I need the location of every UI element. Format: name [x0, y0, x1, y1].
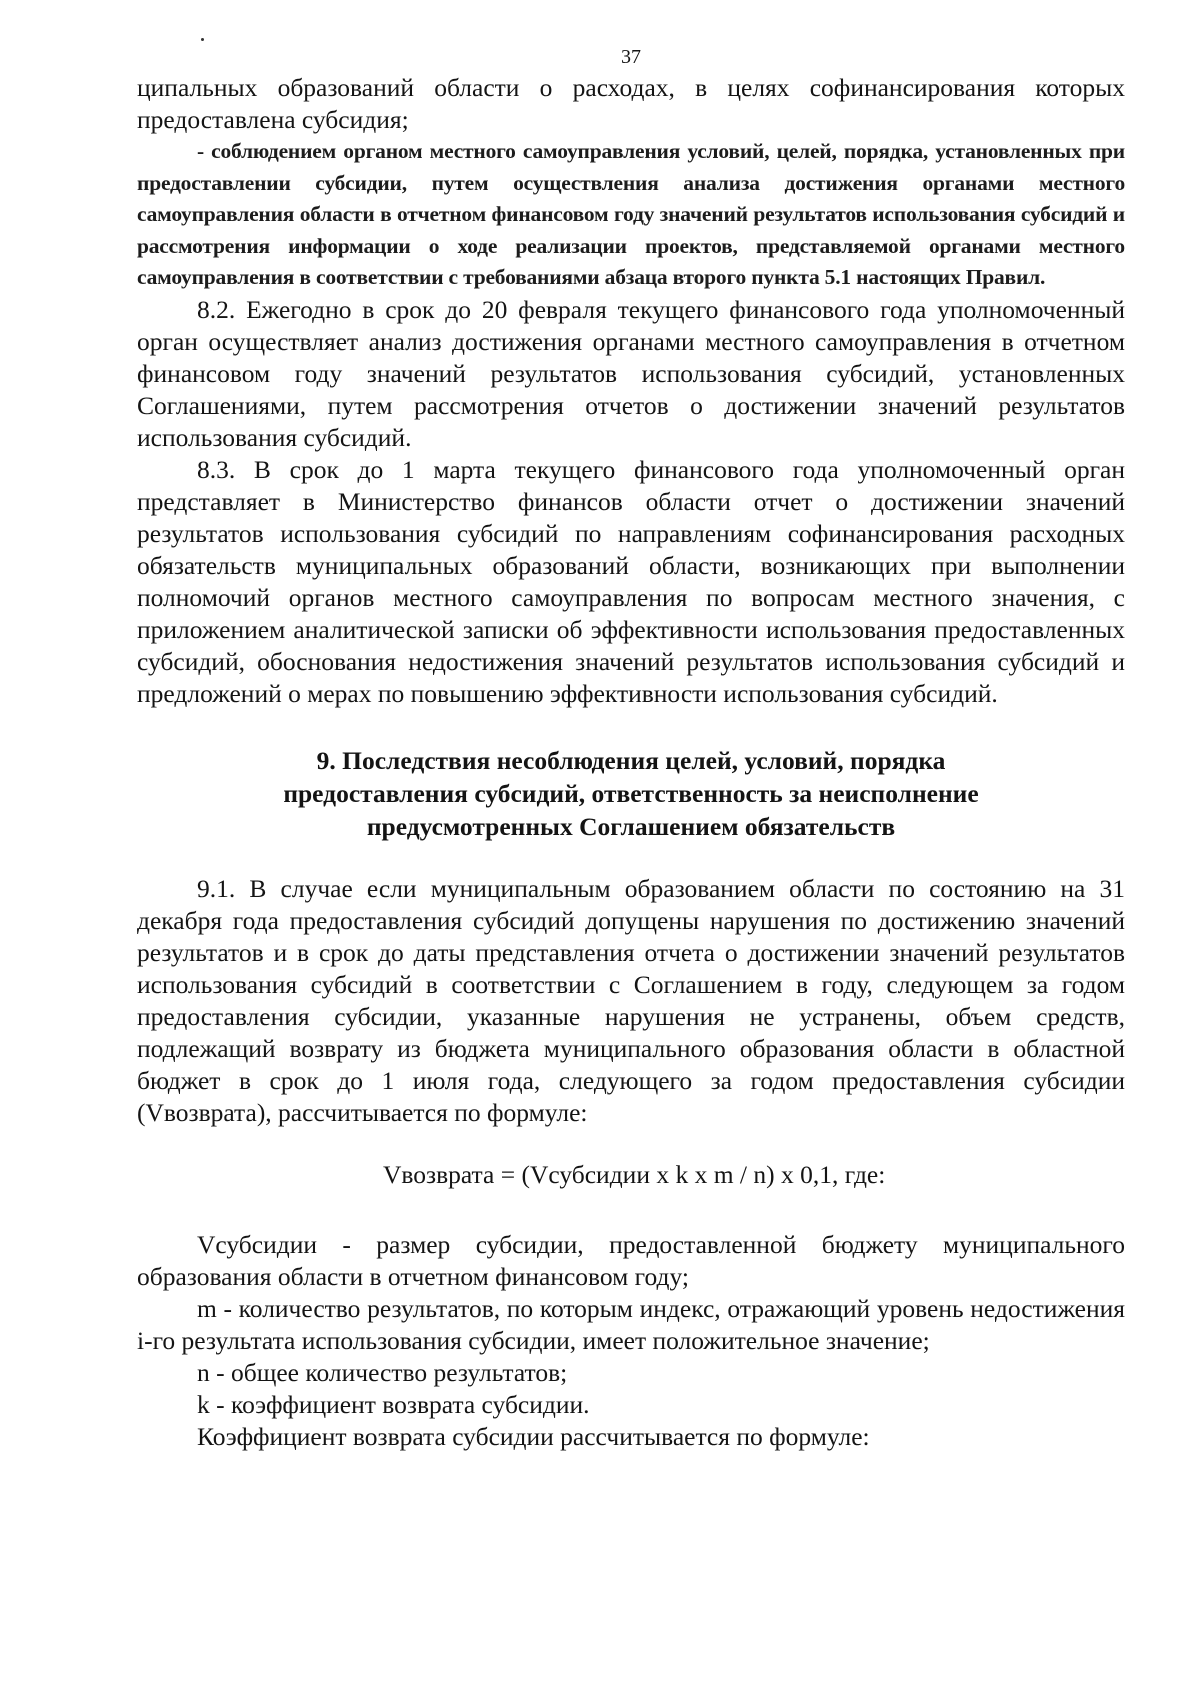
- paragraph-compliance-control: - соблюдением органом местного самоуправления условий, целей, порядка, установленных при предоставлении субсидии, путем осуществления анализа достижения органами местного самоуправления области в отчетном финансовом году значений результатов использования субсидий и рассмотрения информации о ходе реализации проектов, представляемой органами местного самоуправления в соответствии с требованиями абзаца второго пункта 5.1 настоящих Правил.: [137, 139, 1125, 289]
- definition-k: k - коэффициент возврата субсидии.: [197, 1389, 590, 1419]
- definition-m: m - количество результатов, по которым индекс, отражающий уровень недостижения i-го результата использования субсидии, имеет положительное значение;: [137, 1293, 1125, 1355]
- scan-speck: [201, 38, 204, 41]
- refund-formula: Vвозврата = (Vсубсидии x k x m / n) x 0,1, где:: [383, 1159, 886, 1189]
- paragraph-8-3: 8.3. В срок до 1 марта текущего финансового года уполномоченный орган представляет в Министерство финансов области отчет о достижении значений результатов использования субсидий по направлениям софинансирования расходных обязательств муниципальных образований области, возникающих при выполнении полномочий органов местного самоуправления по вопросам местного значения, с приложением аналитической записки об эффективности использования предоставленных субсидий, обоснования недостижения значений результатов использования субсидий и предложений о мерах по повышению эффективности использования субсидий.: [137, 454, 1125, 708]
- page-number: 37: [621, 46, 641, 68]
- heading-line-1: 9. Последствия несоблюдения целей, условий, порядка: [316, 745, 946, 775]
- definition-vsubsidii: Vсубсидии - размер субсидии, предоставленной бюджету муниципального образования области в отчетном финансовом году;: [137, 1229, 1125, 1291]
- document-page: [137, 44, 1125, 1453]
- paragraph-continuation: ципальных образований области о расходах, в целях софинансирования которых предоставлена субсидия;: [137, 73, 1125, 134]
- section-9-heading: [137, 744, 1125, 843]
- heading-line-2: предоставления субсидий, ответственность за неисполнение: [283, 778, 979, 808]
- coefficient-formula-intro: Коэффициент возврата субсидии рассчитывается по формуле:: [197, 1421, 870, 1451]
- definition-n: n - общее количество результатов;: [197, 1357, 568, 1387]
- heading-line-3: предусмотренных Соглашением обязательств: [366, 811, 896, 841]
- paragraph-9-1: 9.1. В случае если муниципальным образованием области по состоянию на 31 декабря года предоставления субсидий допущены нарушения по достижению значений результатов и в срок до даты представления отчета о достижении значений результатов использования субсидий в соответствии с Соглашением в году, следующем за годом предоставления субсидии, указанные нарушения не устранены, объем средств, подлежащий возврату из бюджета муниципального образования области в областной бюджет в срок до 1 июля года, следующего за годом предоставления субсидии (Vвозврата), рассчитывается по формуле:: [137, 873, 1125, 1127]
- paragraph-8-2: 8.2. Ежегодно в срок до 20 февраля текущего финансового года уполномоченный орган осуществляет анализ достижения органами местного самоуправления в отчетном финансовом году значений результатов использования субсидий, установленных Соглашениями, путем рассмотрения отчетов о достижении значений результатов использования субсидий.: [137, 294, 1125, 452]
